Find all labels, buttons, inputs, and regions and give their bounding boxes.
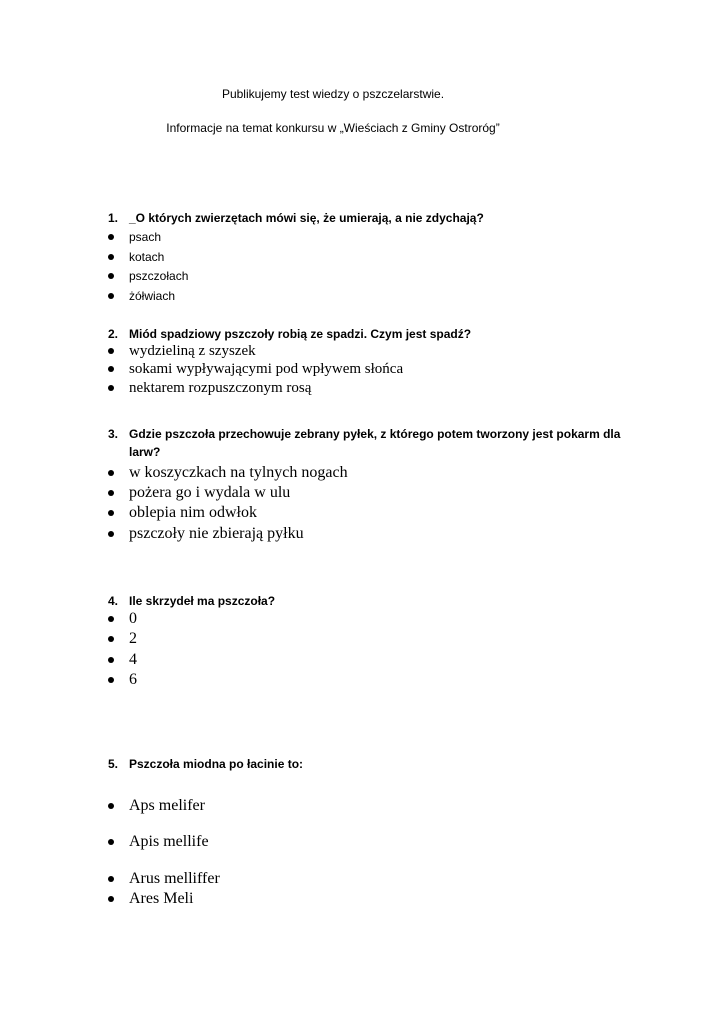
answer-label: 2 — [129, 630, 137, 647]
bullet-icon — [108, 366, 114, 372]
question-number: 5. — [108, 757, 119, 771]
bullet-icon — [108, 636, 114, 642]
bullet-icon — [108, 234, 114, 240]
question-number: 1. — [108, 211, 119, 225]
answer-label: nektarem rozpuszczonym rosą — [129, 380, 312, 396]
bullet-icon — [108, 803, 114, 809]
bullet-icon — [108, 531, 114, 537]
bullet-icon — [108, 348, 114, 354]
question-4 — [108, 592, 628, 610]
answer-label: wydzieliną z szyszek — [129, 343, 256, 359]
bullet-icon — [108, 254, 114, 260]
answer-label: żółwiach — [129, 289, 176, 303]
answer-label: pożera go i wydala w ulu — [129, 484, 291, 501]
answer-label: 6 — [129, 671, 137, 688]
question-text: Ile skrzydeł ma pszczoła? — [129, 594, 276, 608]
question-text: Gdzie pszczoła przechowuje zebrany pyłek, z którego potem tworzony jest pokarm dla larw? — [129, 427, 621, 459]
question-text: _O których zwierzętach mówi się, że umierają, a nie zdychają? — [129, 211, 484, 225]
question-text: Pszczoła miodna po łacinie to: — [129, 757, 304, 771]
document-subtitle: Informacje na temat konkursu w „Wieściach z Gminy Ostroróg” — [166, 121, 500, 135]
answer-label: Apis mellife — [129, 833, 209, 850]
bullet-icon — [108, 616, 114, 622]
question-1 — [108, 209, 628, 227]
bullet-icon — [108, 839, 114, 845]
answer-label: psach — [129, 230, 162, 244]
answer-label: pszczołach — [129, 269, 189, 283]
bullet-icon — [108, 490, 114, 496]
bullet-icon — [108, 385, 114, 391]
answer-label: sokami wypływającymi pod wpływem słońca — [129, 361, 404, 377]
answer-label: 0 — [129, 610, 137, 627]
answer-label: 4 — [129, 651, 137, 668]
question-number: 2. — [108, 327, 119, 341]
answer-label: Aps melifer — [129, 797, 205, 814]
answer-label: Arus melliffer — [129, 870, 220, 887]
question-5 — [108, 755, 628, 773]
question-3 — [108, 425, 628, 461]
bullet-icon — [108, 896, 114, 902]
answer-label: kotach — [129, 250, 165, 264]
answer-label: oblepia nim odwłok — [129, 504, 257, 521]
bullet-icon — [108, 677, 114, 683]
answer-label: w koszyczkach na tylnych nogach — [129, 464, 348, 481]
bullet-icon — [108, 876, 114, 882]
answer-label: pszczoły nie zbierają pyłku — [129, 525, 304, 542]
bullet-icon — [108, 470, 114, 476]
question-number: 4. — [108, 594, 119, 608]
answer-label: Ares Meli — [129, 890, 194, 907]
document-title: Publikujemy test wiedzy o pszczelarstwie. — [221, 87, 445, 101]
bullet-icon — [108, 293, 114, 299]
bullet-icon — [108, 657, 114, 663]
question-number: 3. — [108, 427, 119, 441]
question-text: Miód spadziowy pszczoły robią ze spadzi. Czym jest spadź? — [129, 327, 472, 341]
bullet-icon — [108, 510, 114, 516]
bullet-icon — [108, 273, 114, 279]
